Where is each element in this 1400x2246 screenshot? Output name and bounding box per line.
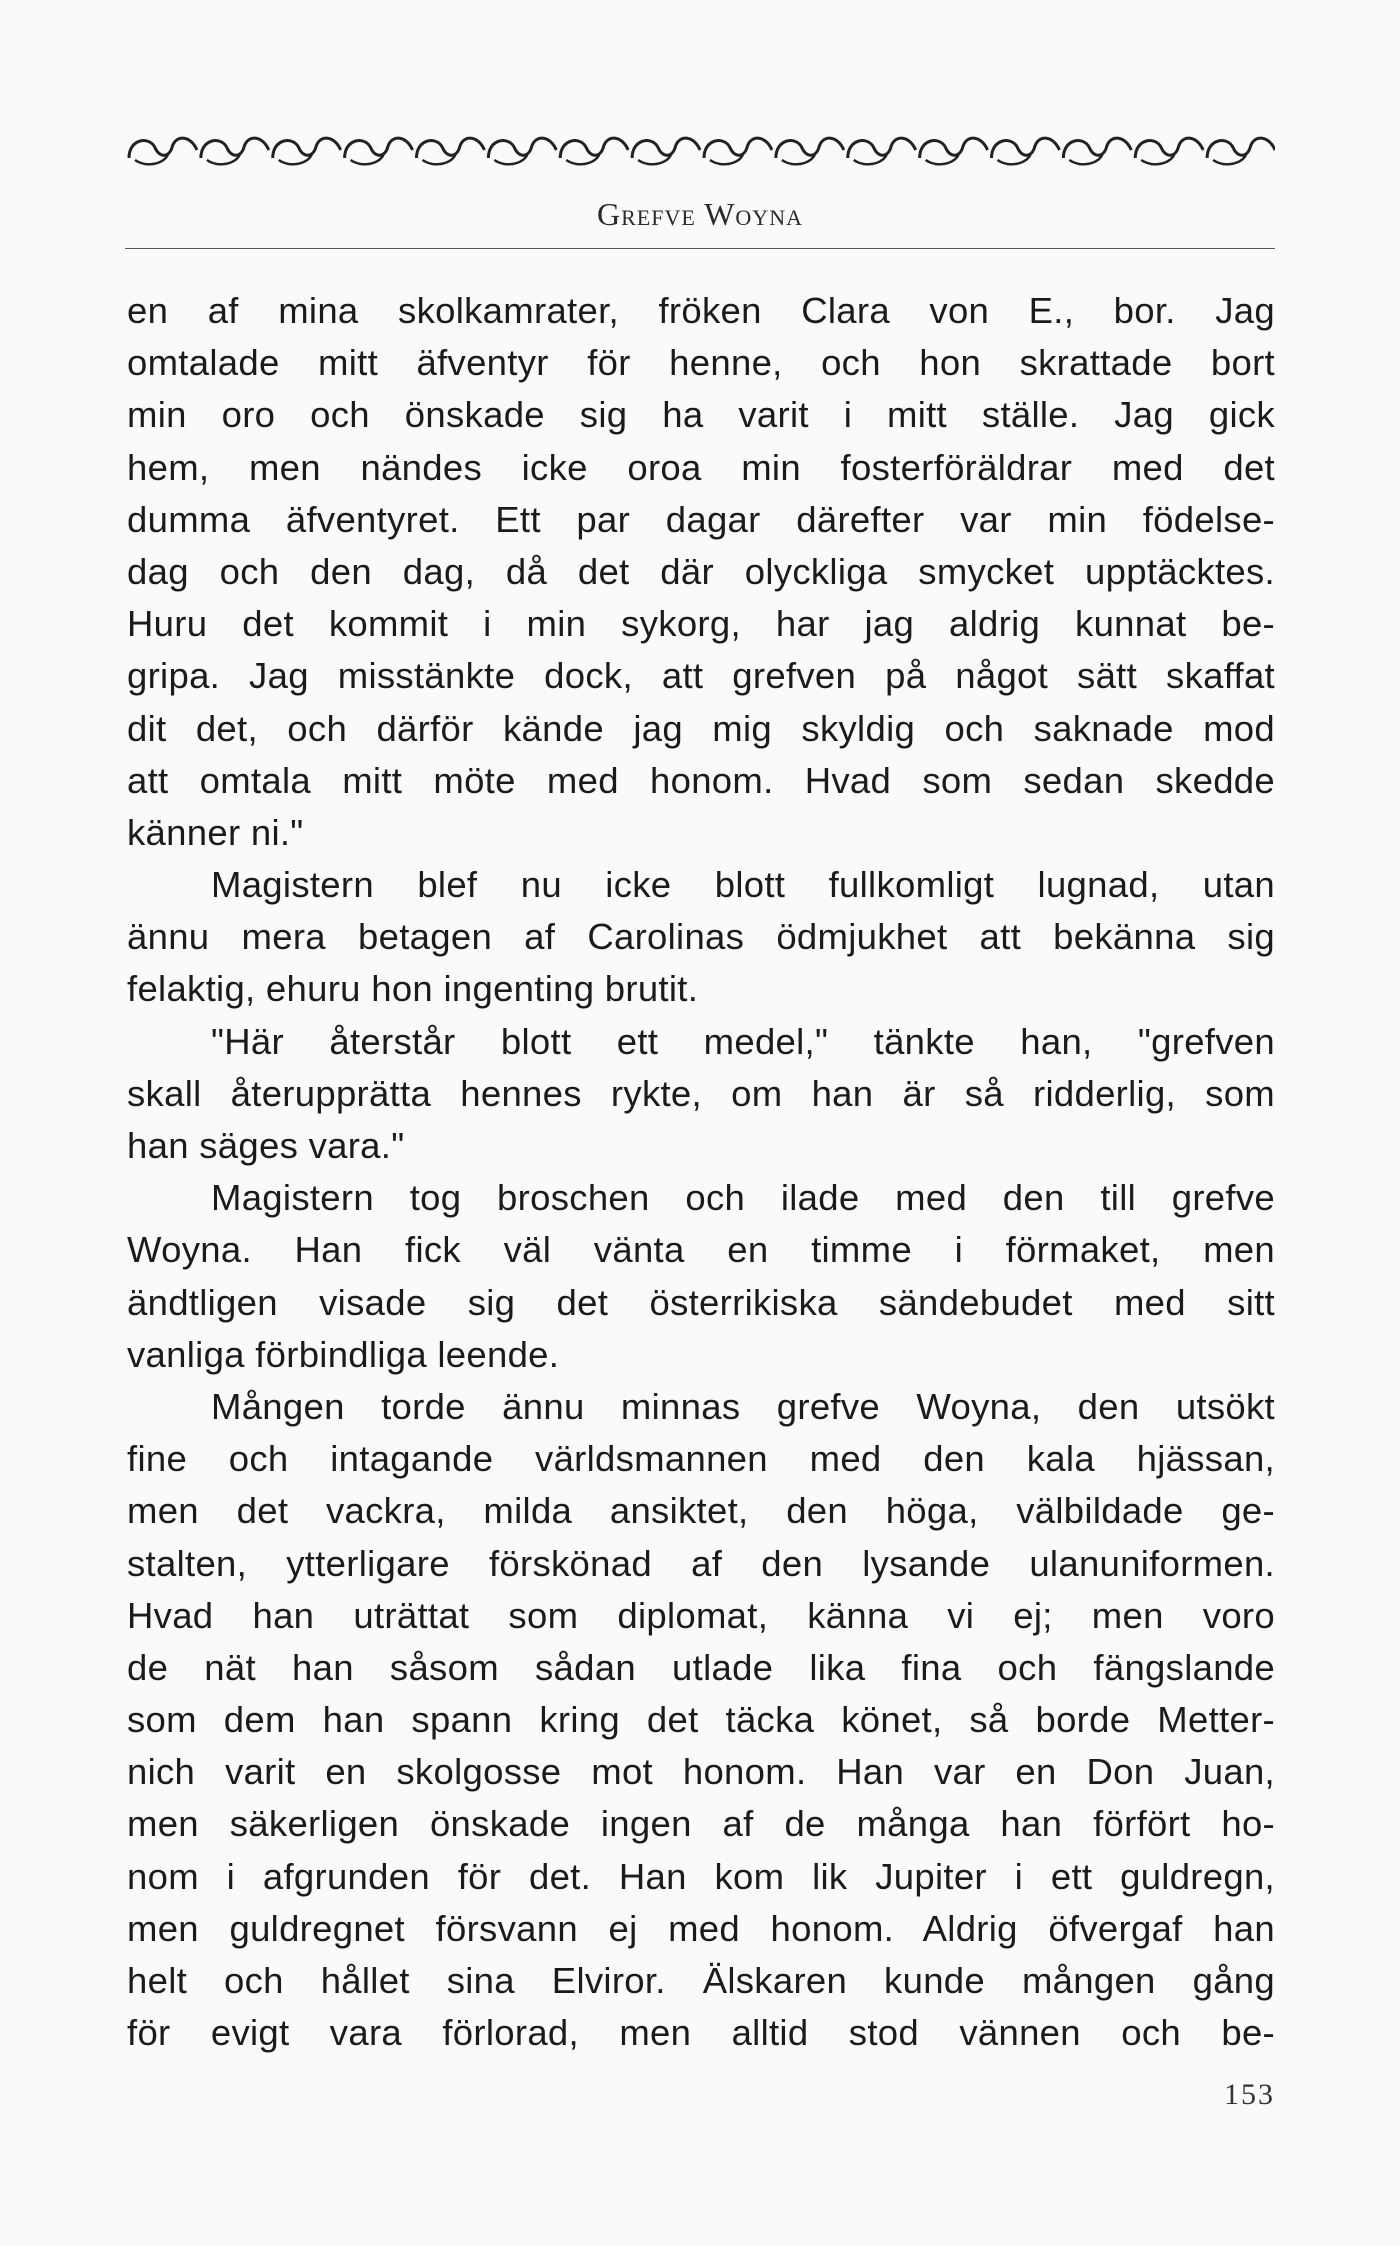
text-line: för evigt vara förlorad, men alltid stod vännen och be- xyxy=(127,2012,1275,2054)
text-line: nich varit en skolgosse mot honom. Han var en Don Juan, xyxy=(127,1751,1275,1793)
text-line: fine och intagande världsmannen med den kala hjässan, xyxy=(127,1438,1275,1480)
text-line: en af mina skolkamrater, fröken Clara von E., bor. Jag xyxy=(127,290,1275,331)
text-line: men guldregnet försvann ej med honom. Aldrig öfvergaf han xyxy=(127,1907,1275,1949)
text-line: gripa. Jag misstänkte dock, att grefven på något sätt skaffat xyxy=(127,655,1275,697)
text-line: stalten, ytterligare förskönad af den lysande ulanuniformen. xyxy=(127,1542,1275,1584)
text-line: Huru det kommit i min sykorg, har jag aldrig kunnat be- xyxy=(127,603,1275,645)
running-head: Grefve Woyna xyxy=(597,196,803,232)
text-line: dag och den dag, då det där olyckliga smycket upptäcktes. xyxy=(127,550,1275,592)
scroll-wave-border-icon xyxy=(125,128,1275,170)
scroll-segment xyxy=(776,138,844,158)
text-line: Magistern blef nu icke blott fullkomligt lugnad, utan xyxy=(211,864,1275,906)
scroll-segment xyxy=(920,138,988,158)
scroll-segment xyxy=(1063,138,1131,158)
scroll-segment xyxy=(488,138,556,158)
scroll-segment xyxy=(1207,138,1275,158)
text-line: de nät han såsom sådan utlade lika fina och fängslande xyxy=(127,1646,1275,1688)
header-rule xyxy=(125,248,1275,249)
text-line: helt och hållet sina Elviror. Älskaren kunde mången gång xyxy=(127,1960,1275,2001)
scroll-segment xyxy=(417,138,485,158)
text-line: vanliga förbindliga leende. xyxy=(127,1333,560,1375)
text-line: Mången torde ännu minnas grefve Woyna, den utsökt xyxy=(211,1385,1275,1427)
text-line: "Här återstår blott ett medel," tänkte han, "grefven xyxy=(211,1020,1275,1062)
text-line: men säkerligen önskade ingen af de många han förfört ho- xyxy=(127,1803,1275,1845)
scroll-segment xyxy=(201,138,269,158)
text-line: dumma äfventyret. Ett par dagar därefter var min födelse- xyxy=(127,498,1275,540)
scroll-segment xyxy=(632,138,700,158)
scroll-segment xyxy=(273,138,341,158)
text-line: ändtligen visade sig det österrikiska sändebudet med sitt xyxy=(127,1281,1275,1323)
text-line: hem, men nändes icke oroa min fosterföräldrar med det xyxy=(127,446,1275,488)
scroll-segment xyxy=(129,138,197,158)
text-line: Woyna. Han fick väl vänta en timme i förmaket, men xyxy=(127,1229,1275,1271)
text-line: känner ni." xyxy=(127,811,304,853)
text-line: nom i afgrunden för det. Han kom lik Jupiter i ett guldregn, xyxy=(127,1855,1275,1897)
scroll-segment xyxy=(1135,138,1203,158)
text-line: omtalade mitt äfventyr för henne, och hon skrattade bort xyxy=(127,342,1275,384)
scroll-segment xyxy=(848,138,916,158)
text-line: felaktig, ehuru hon ingenting brutit. xyxy=(127,968,699,1010)
scroll-segment xyxy=(560,138,628,158)
text-line: att omtala mitt möte med honom. Hvad som sedan skedde xyxy=(127,759,1275,801)
text-line: men det vackra, milda ansiktet, den höga, välbildade ge- xyxy=(127,1490,1275,1532)
text-line: Hvad han uträttat som diplomat, känna vi ej; men voro xyxy=(127,1594,1275,1636)
scroll-segment xyxy=(992,138,1060,158)
text-line: som dem han spann kring det täcka könet, så borde Metter- xyxy=(127,1699,1275,1741)
text-line: dit det, och därför kände jag mig skyldig och saknade mod xyxy=(127,707,1275,749)
text-line: han säges vara." xyxy=(127,1125,405,1166)
body-text xyxy=(127,285,1275,2059)
text-line: min oro och önskade sig ha varit i mitt ställe. Jag gick xyxy=(127,394,1275,436)
text-line: skall återupprätta hennes rykte, om han är så ridderlig, som xyxy=(127,1072,1275,1114)
text-line: Magistern tog broschen och ilade med den till grefve xyxy=(211,1177,1275,1219)
scroll-segment xyxy=(345,138,413,158)
scroll-segment xyxy=(704,138,772,158)
text-line: ännu mera betagen af Carolinas ödmjukhet att bekänna sig xyxy=(127,916,1275,958)
page-number: 153 xyxy=(1224,2078,1275,2111)
